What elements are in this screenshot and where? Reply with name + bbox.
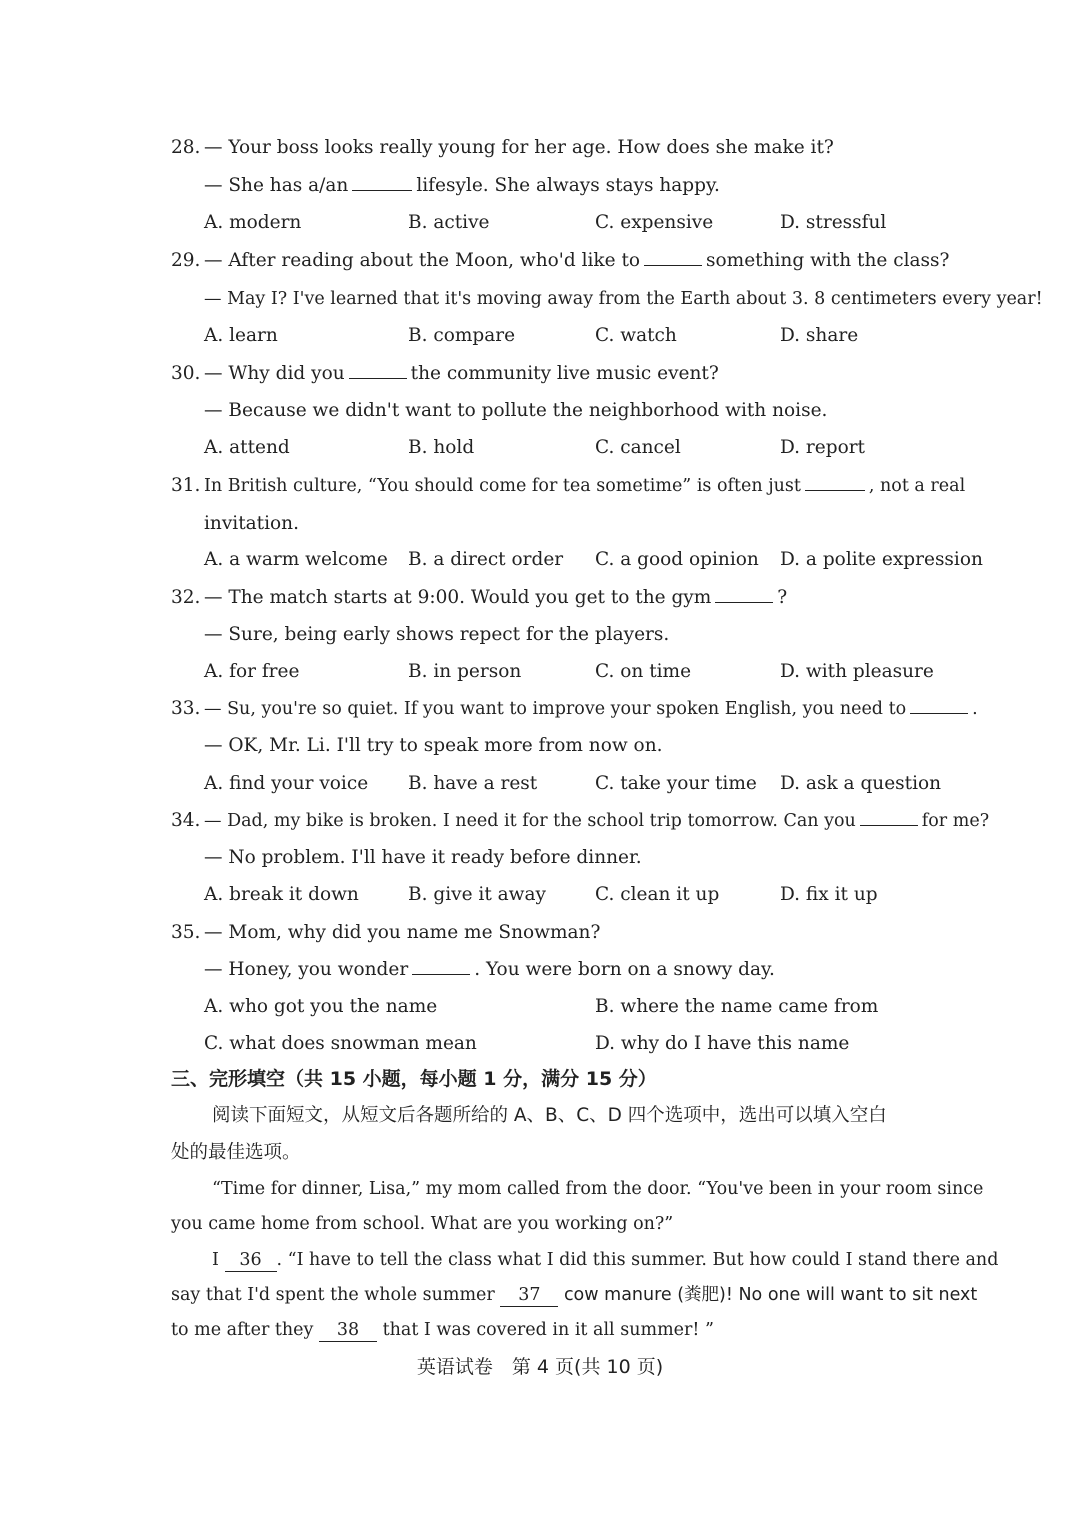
option-c: C. take your time: [595, 773, 757, 794]
question-text: — Mom, why did you name me Snowman?: [204, 922, 601, 943]
option-b: B. active: [408, 212, 490, 233]
answer-34: — No problem. I'll have it ready before dinner.: [204, 847, 642, 868]
blank: [860, 824, 918, 826]
question-31-cont: invitation.: [204, 513, 299, 534]
question-number: 35.: [171, 922, 201, 943]
blank: [412, 973, 470, 975]
passage-line-4: say that I'd spent the whole summer 37 cow manure (粪肥)! No one will want to sit next: [171, 1285, 978, 1305]
page-footer: 英语试卷 第 4 页(共 10 页): [416, 1356, 664, 1378]
answer-33: — OK, Mr. Li. I'll try to speak more from now on.: [204, 735, 663, 756]
answer-35: — Honey, you wonder . You were born on a snowy day.: [204, 959, 775, 980]
option-d: D. report: [780, 437, 865, 458]
option-b: B. hold: [408, 437, 475, 458]
question-number: 28.: [171, 137, 201, 158]
blank: [352, 189, 412, 191]
option-d: D. fix it up: [780, 884, 878, 905]
option-b: B. in person: [408, 661, 522, 682]
option-a: A. break it down: [204, 884, 359, 905]
option-c: C. clean it up: [595, 884, 720, 905]
blank: [644, 264, 702, 266]
blank: [349, 377, 407, 379]
answer-28: [204, 173, 720, 199]
option-a: A. modern: [204, 212, 302, 233]
question-text: — Your boss looks really young for her age. How does she make it?: [204, 137, 834, 158]
question-text: — Dad, my bike is broken. I need it for the school trip tomorrow. Can you for me?: [204, 811, 990, 831]
option-c: C. expensive: [595, 212, 714, 233]
blank-38: 38: [319, 1319, 377, 1342]
option-d: D. ask a question: [780, 773, 942, 794]
section-instruction-2: 处的最佳选项。: [171, 1142, 301, 1163]
question-number: 34.: [171, 810, 201, 831]
answer-30: — Because we didn't want to pollute the neighborhood with noise.: [204, 400, 828, 421]
answer-text-pre: — She has a/an: [204, 175, 349, 196]
option-a: A. for free: [204, 661, 300, 682]
passage-line-2: you came home from school. What are you working on?”: [171, 1214, 674, 1234]
option-d: D. with pleasure: [780, 661, 934, 682]
blank: [805, 489, 865, 491]
blank: [910, 712, 968, 714]
option-d: D. share: [780, 325, 859, 346]
option-c: C. cancel: [595, 437, 681, 458]
passage-line-1: “Time for dinner, Lisa,” my mom called from the door. “You've been in your room since: [212, 1179, 984, 1199]
option-d: D. a polite expression: [780, 549, 983, 570]
question-text: — Su, you're so quiet. If you want to improve your spoken English, you need to .: [204, 699, 978, 719]
option-a: A. a warm welcome: [204, 549, 388, 570]
question-number: 29.: [171, 250, 201, 271]
option-c: C. a good opinion: [595, 549, 759, 570]
option-c: C. on time: [595, 661, 692, 682]
section-title: 三、完形填空（共 15 小题，每小题 1 分，满分 15 分）: [171, 1068, 657, 1090]
option-b: B. where the name came from: [595, 996, 879, 1017]
option-a: A. learn: [204, 325, 278, 346]
option-a: A. find your voice: [204, 773, 369, 794]
question-number: 31.: [171, 475, 201, 496]
question-text: — Why did you the community live music event?: [204, 363, 719, 384]
question-number: 33.: [171, 698, 201, 719]
blank-37: 37: [500, 1284, 558, 1307]
option-b: B. a direct order: [408, 549, 564, 570]
option-b: B. compare: [408, 325, 516, 346]
option-d: D. stressful: [780, 212, 887, 233]
option-b: B. give it away: [408, 884, 546, 905]
option-b: B. have a rest: [408, 773, 538, 794]
option-c: C. what does snowman mean: [204, 1033, 477, 1054]
answer-text-post: lifesyle. She always stays happy.: [416, 175, 720, 196]
blank-36: 36: [225, 1249, 277, 1272]
question-number: 32.: [171, 587, 201, 608]
answer-32: — Sure, being early shows repect for the players.: [204, 624, 670, 645]
passage-line-3: I 36 . “I have to tell the class what I did this summer. But how could I stand there and: [212, 1250, 999, 1270]
option-c: C. watch: [595, 325, 677, 346]
question-text: — The match starts at 9:00. Would you get to the gym ?: [204, 587, 788, 608]
question-text: — After reading about the Moon, who'd like to something with the class?: [204, 250, 950, 271]
answer-29: — May I? I've learned that it's moving away from the Earth about 3. 8 centimeters every year!: [204, 289, 1043, 309]
question-text: In British culture, “You should come for tea sometime” is often just , not a real: [204, 476, 966, 496]
question-number: 30.: [171, 363, 201, 384]
blank: [715, 601, 773, 603]
option-a: A. who got you the name: [204, 996, 438, 1017]
option-a: A. attend: [204, 437, 290, 458]
passage-line-5: to me after they 38 that I was covered in it all summer! ”: [171, 1320, 714, 1340]
section-instruction-1: 阅读下面短文，从短文后各题所给的 A、B、C、D 四个选项中，选出可以填入空白: [212, 1105, 887, 1126]
option-d: D. why do I have this name: [595, 1033, 850, 1054]
